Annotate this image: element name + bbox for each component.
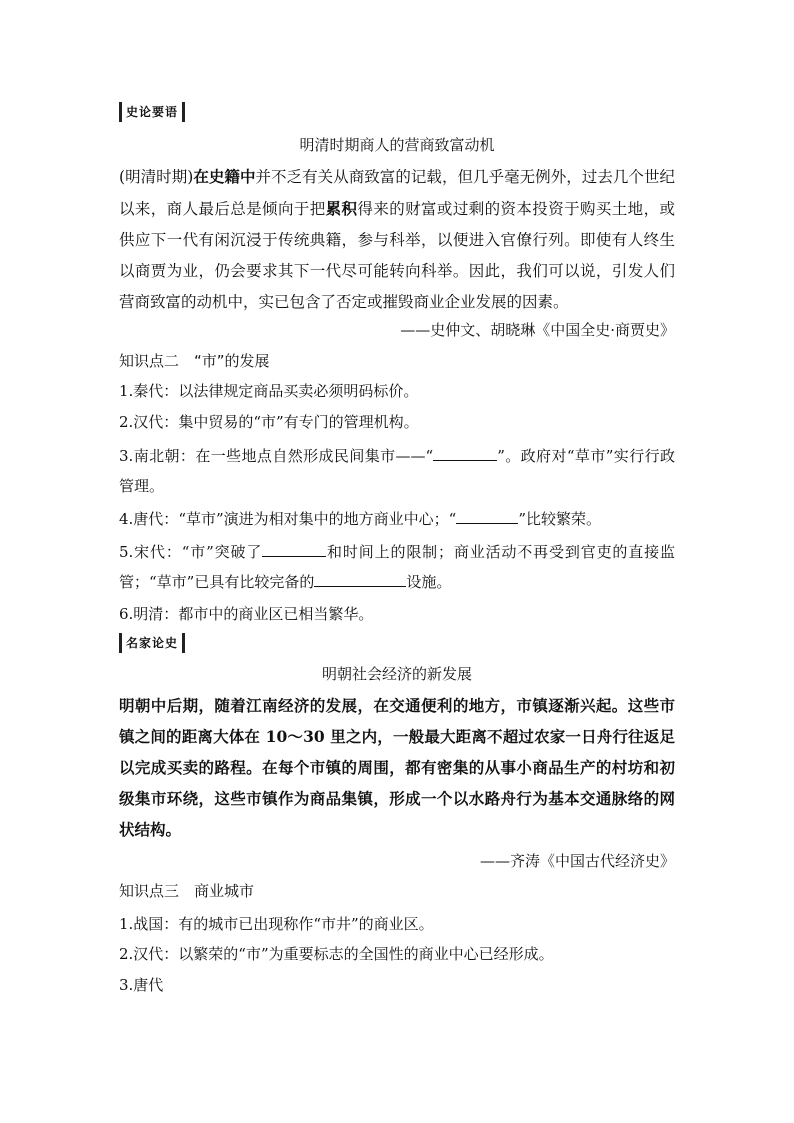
knowledge2-item-6 (119, 600, 675, 628)
item-label: 3.南北朝： (119, 447, 196, 465)
section-tag-expert-view: 名家论史 (119, 633, 185, 653)
paragraph-bold-1: 在史籍中 (193, 167, 256, 186)
item-text: 集中贸易的“市”有专门的管理机构。 (178, 413, 419, 431)
knowledge-heading-2: 知识点二 “市”的发展 (119, 352, 270, 370)
ming-economy-paragraph: 明朝中后期，随着江南经济的发展，在交通便利的地方，市镇逐渐兴起。这些市镇之间的距离大体在 10～30 里之内，一般最大距离不超过农家一日舟行往返足以完成买卖的路程。在每个市镇的周围，都有密集的从事小商品生产的村坊和初级集市环绕，这些市镇作为商品集镇，形成一个以水路舟行为基本交通脉络的网状结构。 (119, 696, 675, 839)
section-tag-history-quote: 史论要语 (119, 102, 185, 122)
item-label: 1.秦代： (119, 382, 179, 400)
knowledge-heading-3: 知识点三 商业城市 (119, 882, 255, 900)
knowledge2-item-3 (119, 441, 675, 501)
item-text-b: ”。政府对“草市”实行行政管理。 (119, 447, 675, 495)
item-text-b: 和时间上的限制；商业活动不再受到官吏的直接监管；“草市”已具有比较完备的 (119, 543, 675, 591)
fill-in-blank[interactable] (314, 569, 406, 587)
paragraph-lead: (明清时期) (119, 168, 194, 186)
knowledge2-item-4 (119, 505, 675, 533)
item-text-a: “草市”演进为相对集中的地方商业中心；“ (178, 510, 457, 528)
knowledge2-item-5 (119, 537, 675, 597)
knowledge3-item-1: 1.战国：有的城市已出现称作“市井”的商业区。 (119, 915, 434, 933)
section-title-merchant-motives: 明清时期商人的营商致富动机 (299, 136, 495, 154)
knowledge2-item-1 (119, 377, 675, 405)
knowledge3-item-3: 3.唐代 (119, 976, 164, 994)
fill-in-blank[interactable] (433, 443, 497, 461)
item-label: 4.唐代： (119, 510, 179, 528)
item-label: 2.汉代： (119, 413, 179, 431)
fill-in-blank[interactable] (456, 506, 518, 524)
item-text: 以法律规定商品买卖必须明码标价。 (178, 382, 419, 400)
source-citation-1: ——史仲文、胡晓琳《中国全史·商贾史》 (400, 321, 675, 339)
item-text-c: 设施。 (406, 573, 452, 591)
paragraph-text-2: 得来的财富或过剩的资本投资于购买土地，或供应下一代有闲沉浸于传统典籍，参与科举，以便进入官僚行列。即使有人终生以商贾为业，仍会要求其下一代尽可能转向科举。因此，我们可以说，引发人们营商致富的动机中，实已包含了否定或摧毁商业企业发展的因素。 (119, 200, 675, 311)
paragraph-text-1: 并不乏有关从商致富的记载，但几乎毫无例外，过去几个世纪以来，商人最后总是倾向于把 (119, 168, 675, 218)
item-label: 5.宋代： (119, 543, 182, 561)
merchant-motives-paragraph (119, 161, 675, 318)
item-text-b: ”比较繁荣。 (518, 510, 601, 528)
knowledge2-item-2 (119, 408, 675, 436)
item-label: 6.明清： (119, 605, 179, 623)
paragraph-bold-2: 累积 (325, 199, 358, 218)
item-text-a: 在一些地点自然形成民间集市——“ (195, 447, 434, 465)
section-title-ming-economy: 明朝社会经济的新发展 (321, 665, 472, 683)
source-citation-2: ——齐涛《中国古代经济史》 (479, 852, 675, 870)
item-text-a: “市”突破了 (181, 543, 263, 561)
fill-in-blank[interactable] (262, 539, 326, 557)
item-text: 都市中的商业区已相当繁华。 (178, 605, 374, 623)
knowledge3-item-2: 2.汉代：以繁荣的“市”为重要标志的全国性的商业中心已经形成。 (119, 945, 554, 963)
